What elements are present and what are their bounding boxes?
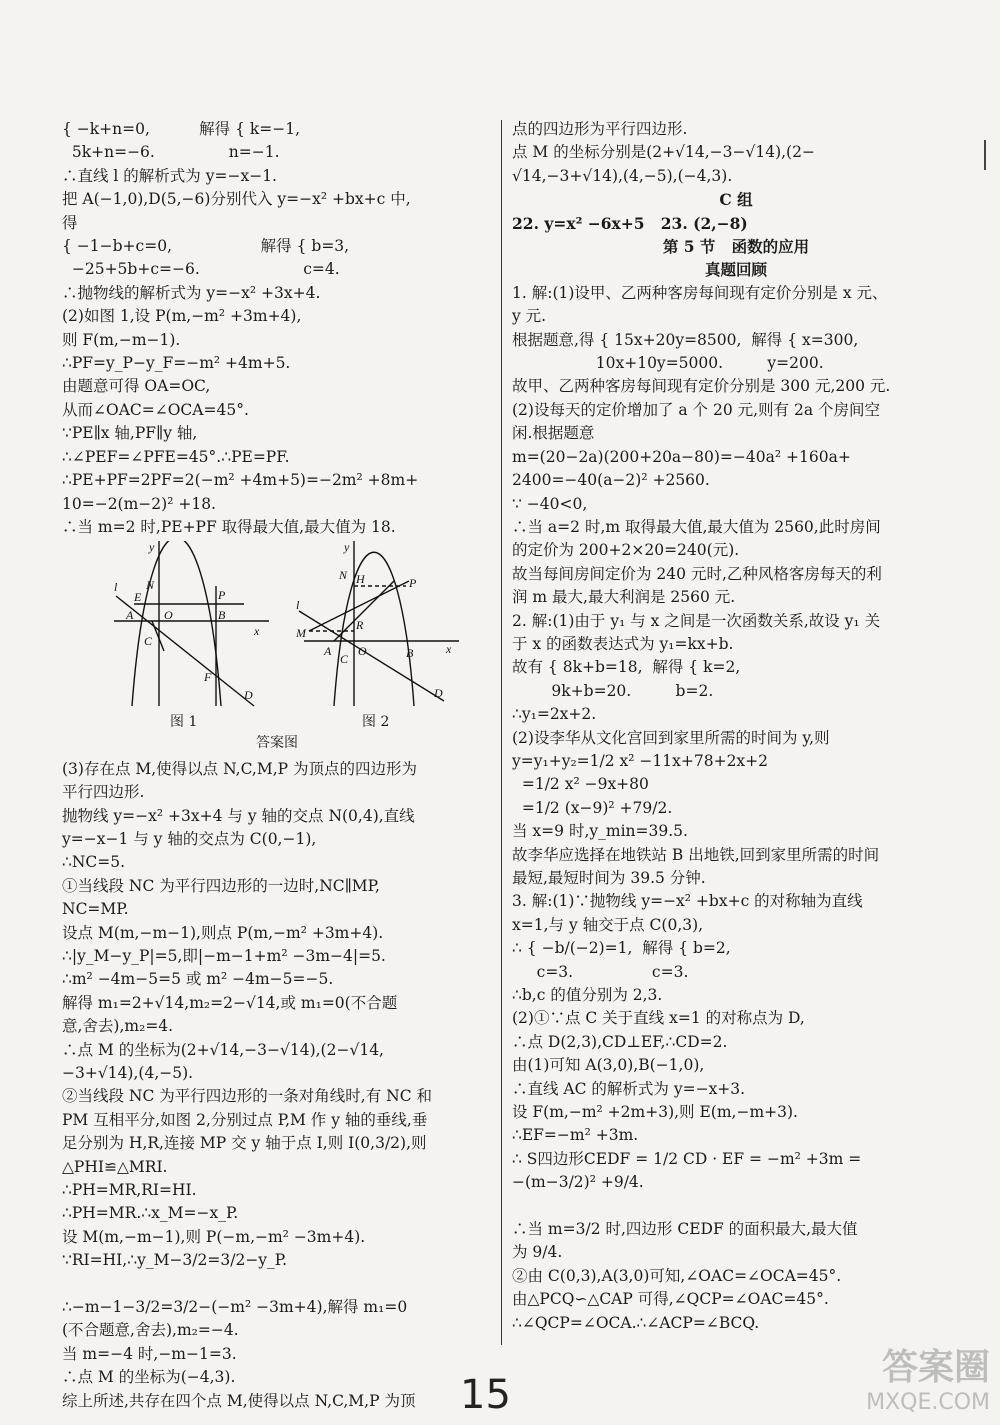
fig2-label: y (344, 541, 350, 555)
fig2-label: l (296, 598, 300, 613)
left-b-line: ∴PH=MR.∴x_M=−x_P. (62, 1204, 239, 1223)
left-b-line: ∴PH=MR,RI=HI. (62, 1181, 197, 1200)
left-a-line: −25+5b+c=−6. c=4. (62, 260, 340, 279)
fig2-label: R (356, 618, 364, 633)
fig1-label: x (254, 624, 260, 639)
left-a-line: { −k+n=0, 解得 { k=−1, (62, 120, 301, 138)
right-b-line: 10x+10y=5000. y=200. (512, 354, 824, 373)
fig2-label: O (358, 644, 367, 659)
left-a-line: ∵PE∥x 轴,PF∥y 轴, (62, 424, 198, 443)
left-b-line: ∴|y_M−y_P|=5,即|−m−1+m² −3m−4|=5. (62, 946, 386, 965)
left-b-line: 解得 m₁=2+√14,m₂=2−√14,或 m₁=0(不合题 (62, 993, 398, 1012)
left-a-line: ∴当 m=2 时,PE+PF 取得最大值,最大值为 18. (62, 517, 396, 536)
fig2-label: N (339, 568, 348, 583)
figure-2-caption: 图 2 (362, 714, 390, 731)
right-b-line: c=3. c=3. (512, 962, 689, 981)
answers-22-23: 22. y=x² −6x+5 23. (2,−8) (512, 213, 748, 233)
left-b-line: 当 m=−4 时,−m−1=3. (62, 1344, 237, 1363)
left-b-line: −3+√14),(4,−5). (62, 1064, 194, 1082)
left-a-line: ∴∠PEF=∠PFE=45°.∴PE=PF. (62, 447, 290, 466)
right-b-line: =1/2 x² −9x+80 (512, 775, 649, 794)
right-b-line: y=y₁+y₂=1/2 x² −11x+78+2x+2 (512, 751, 769, 770)
right-b-line: ∴b,c 的值分别为 2,3. (512, 986, 663, 1005)
left-a-line: 把 A(−1,0),D(5,−6)分别代入 y=−x² +bx+c 中, (62, 190, 411, 209)
left-b-line: ∴NC=5. (62, 853, 126, 872)
left-b-line: NC=MP. (62, 900, 129, 919)
right-b-line: ∴当 m=3/2 时,四边形 CEDF 的面积最大,最大值 (512, 1220, 858, 1239)
left-b-line: (3)存在点 M,使得以点 N,C,M,P 为顶点的四边形为 (62, 759, 417, 778)
left-b-line: 足分别为 H,R,连接 MP 交 y 轴于点 I,则 I(0,3/2),则 (62, 1134, 427, 1153)
left-b-line: 综上所述,共存在四个点 M,使得以点 N,C,M,P 为顶 (62, 1391, 416, 1410)
left-b-line: PM 互相平分,如图 2,分别过点 P,M 作 y 轴的垂线,垂 (62, 1110, 428, 1129)
left-b-line: ∴点 M 的坐标为(2+√14,−3−√14),(2−√14, (62, 1040, 384, 1059)
group-c-heading: C 组 (719, 190, 753, 210)
right-b-line: ∴点 D(2,3),CD⊥EF,∴CD=2. (512, 1032, 728, 1051)
left-a-line: ∴直线 l 的解析式为 y=−x−1. (62, 166, 277, 185)
fig1-label: B (218, 608, 226, 623)
page-edge-mark (984, 140, 994, 170)
right-b-line: 闲.根据题意 (512, 424, 595, 443)
left-b-line: △PHI≌△MRI. (62, 1157, 168, 1176)
right-b-line: ∴直线 AC 的解析式为 y=−x+3. (512, 1079, 746, 1098)
left-b-line: ∵RI=HI,∴y_M−3/2=3/2−y_P. (62, 1251, 288, 1270)
fig2-label: x (446, 642, 452, 657)
fig1-label: N (146, 578, 155, 593)
fig1-label: E (134, 590, 142, 605)
fig2-label: B (406, 646, 414, 661)
left-column (62, 118, 492, 1413)
right-b-line: 设 F(m,−m² +2m+3),则 E(m,−m+3). (512, 1103, 798, 1122)
left-a-line: 得 (62, 213, 78, 232)
fig2-label: M (296, 626, 306, 641)
left-b-line: ∴−m−1−3/2=3/2−(−m² −3m+4),解得 m₁=0 (62, 1298, 408, 1317)
right-b-line: 故甲、乙两种客房每间现有定价分别是 300 元,200 元. (512, 377, 891, 396)
left-a-line: ∴PE+PF=2PF=2(−m² +4m+5)=−2m² +8m+ (62, 471, 419, 490)
left-text-block-a (62, 118, 492, 539)
fig2-label: C (340, 652, 349, 667)
right-b-line: 最短,最短时间为 39.5 分钟. (512, 869, 706, 887)
figure-title: 答案图 (256, 735, 298, 752)
fig1-label: F (204, 670, 212, 685)
right-b-line: 故李华应选择在地铁站 B 出地铁,回到家里所需的时间 (512, 845, 880, 864)
fig1-label: O (164, 608, 173, 623)
right-b-line: 1. 解:(1)设甲、乙两种客房每间现有定价分别是 x 元、 (512, 283, 888, 302)
left-a-line: 由题意可得 OA=OC, (62, 377, 211, 396)
answer-figures (62, 541, 492, 736)
right-a-line: 点 M 的坐标分别是(2+√14,−3−√14),(2− (512, 143, 815, 162)
right-b-line: y 元. (512, 307, 547, 326)
fig1-label: y (149, 541, 155, 555)
left-a-line: ∴抛物线的解析式为 y=−x² +3x+4. (62, 283, 321, 302)
fig1-label: A (126, 608, 134, 623)
left-b-line: ②当线段 NC 为平行四边形的一条对角线时,有 NC 和 (62, 1087, 432, 1106)
right-b-line: ∴ S四边形CEDF = 1/2 CD · EF = −m² +3m = (512, 1149, 862, 1168)
fig1-label: C (144, 634, 153, 649)
right-b-line: 故有 { 8k+b=18, 解得 { k=2, (512, 658, 741, 677)
left-b-line: ∴m² −4m−5=5 或 m² −4m−5=−5. (62, 970, 334, 989)
right-b-line: ∴y₁=2x+2. (512, 705, 597, 724)
right-b-line: 2400=−40(a−2)² +2560. (512, 471, 710, 490)
right-b-line: (2)设李华从文化宫回到家里所需的时间为 y,则 (512, 728, 830, 747)
right-column (512, 118, 960, 1335)
right-b-line: x=1,与 y 轴交于点 C(0,3), (512, 915, 704, 934)
figure-1 (104, 541, 274, 711)
left-b-line: 意,舍去),m₂=4. (62, 1017, 174, 1036)
right-b-line: ∵ −40<0, (512, 494, 588, 513)
left-a-line: 10=−2(m−2)² +18. (62, 494, 216, 513)
left-b-line: 设点 M(m,−m−1),则点 P(m,−m² +3m+4). (62, 923, 384, 942)
left-b-line: 平行四边形. (62, 783, 145, 802)
right-b-line: 3. 解:(1)∵抛物线 y=−x² +bx+c 的对称轴为直线 (512, 892, 863, 911)
left-b-line: 抛物线 y=−x² +3x+4 与 y 轴的交点 N(0,4),直线 (62, 806, 415, 825)
right-b-line: m=(20−2a)(200+20a−80)=−40a² +160a+ (512, 447, 851, 466)
subsection-title: 真题回顾 (704, 260, 767, 280)
right-b-line: 由△PCQ∽△CAP 可得,∠QCP=∠OAC=45°. (512, 1290, 829, 1309)
left-a-line: 从而∠OAC=∠OCA=45°. (62, 400, 249, 419)
right-text-block-b (512, 282, 960, 1335)
left-b-line: ①当线段 NC 为平行四边形的一边时,NC∥MP, (62, 876, 380, 895)
right-b-line: 故当每间房间定价为 240 元时,乙种风格客房每天的利 (512, 564, 882, 583)
left-a-line: (2)如图 1,设 P(m,−m² +3m+4), (62, 307, 302, 326)
left-text-block-b (62, 758, 492, 1413)
right-b-line: =1/2 (x−9)² +79/2. (512, 798, 673, 817)
right-b-line: ∴ { −b/(−2)=1, 解得 { b=2, (512, 939, 731, 958)
left-b-line: (不合题意,舍去),m₂=−4. (62, 1321, 239, 1340)
fig2-label: D (434, 686, 443, 701)
right-b-line: 2. 解:(1)由于 y₁ 与 x 之间是一次函数关系,故设 y₁ 关 (512, 611, 881, 630)
figure-2 (294, 541, 464, 711)
watermark (866, 1339, 990, 1415)
fig2-label: P (409, 576, 417, 591)
right-b-line: ②由 C(0,3),A(3,0)可知,∠OAC=∠OCA=45°. (512, 1266, 842, 1285)
figure-1-caption: 图 1 (170, 714, 198, 731)
right-b-line: ∴∠QCP=∠OCA.∴∠ACP=∠BCQ. (512, 1313, 760, 1332)
left-a-line: 5k+n=−6. n=−1. (62, 143, 280, 162)
left-a-line: 则 F(m,−m−1). (62, 330, 181, 349)
fig1-label: P (218, 588, 226, 603)
right-b-line: 当 x=9 时,y_min=39.5. (512, 822, 688, 841)
right-b-line: ∴当 a=2 时,m 取得最大值,最大值为 2560,此时房间 (512, 517, 881, 536)
right-b-line (512, 1195, 960, 1218)
left-b-line: y=−x−1 与 y 轴的交点为 C(0,−1), (62, 829, 317, 848)
left-b-line: ∴点 M 的坐标为(−4,3). (62, 1368, 236, 1387)
right-b-line: (2)设每天的定价增加了 a 个 20 元,则有 2a 个房间空 (512, 400, 881, 419)
column-divider (501, 120, 502, 1345)
watermark-url: MXQE.COM (866, 1390, 990, 1415)
fig1-label: D (244, 688, 253, 703)
right-text-block-a (512, 118, 960, 188)
right-b-line: −(m−3/2)² +9/4. (512, 1173, 644, 1192)
right-b-line: ∴EF=−m² +3m. (512, 1126, 639, 1145)
left-b-line (62, 1273, 492, 1296)
right-b-line: (2)①∵点 C 关于直线 x=1 的对称点为 D, (512, 1009, 805, 1028)
right-b-line: 为 9/4. (512, 1243, 563, 1262)
right-b-line: 9k+b=20. b=2. (512, 681, 714, 700)
left-a-line: ∴PF=y_P−y_F=−m² +4m+5. (62, 354, 291, 373)
right-b-line: 根据题意,得 { 15x+20y=8500, 解得 { x=300, (512, 330, 859, 349)
fig2-label: A (324, 644, 332, 659)
handwritten-page-number: 15 (460, 1372, 511, 1418)
fig1-label: l (114, 580, 118, 595)
right-a-line: √14,−3+√14),(4,−5),(−4,3). (512, 166, 733, 185)
right-b-line: 的定价为 200+2×20=240(元). (512, 541, 740, 560)
right-b-line: 由(1)可知 A(3,0),B(−1,0), (512, 1056, 705, 1075)
right-b-line: 润 m 最大,最大利润是 2560 元. (512, 588, 736, 607)
watermark-logo-text: 答案圈 (881, 1347, 990, 1388)
fig2-label: H (356, 572, 365, 587)
left-b-line: 设 M(m,−m−1),则 P(−m,−m² −3m+4). (62, 1227, 366, 1246)
right-a-line: 点的四边形为平行四边形. (512, 120, 688, 138)
right-b-line: 于 x 的函数表达式为 y₁=kx+b. (512, 634, 734, 653)
section-title: 第 5 节 函数的应用 (662, 237, 810, 257)
left-a-line: { −1−b+c=0, 解得 { b=3, (62, 237, 350, 256)
